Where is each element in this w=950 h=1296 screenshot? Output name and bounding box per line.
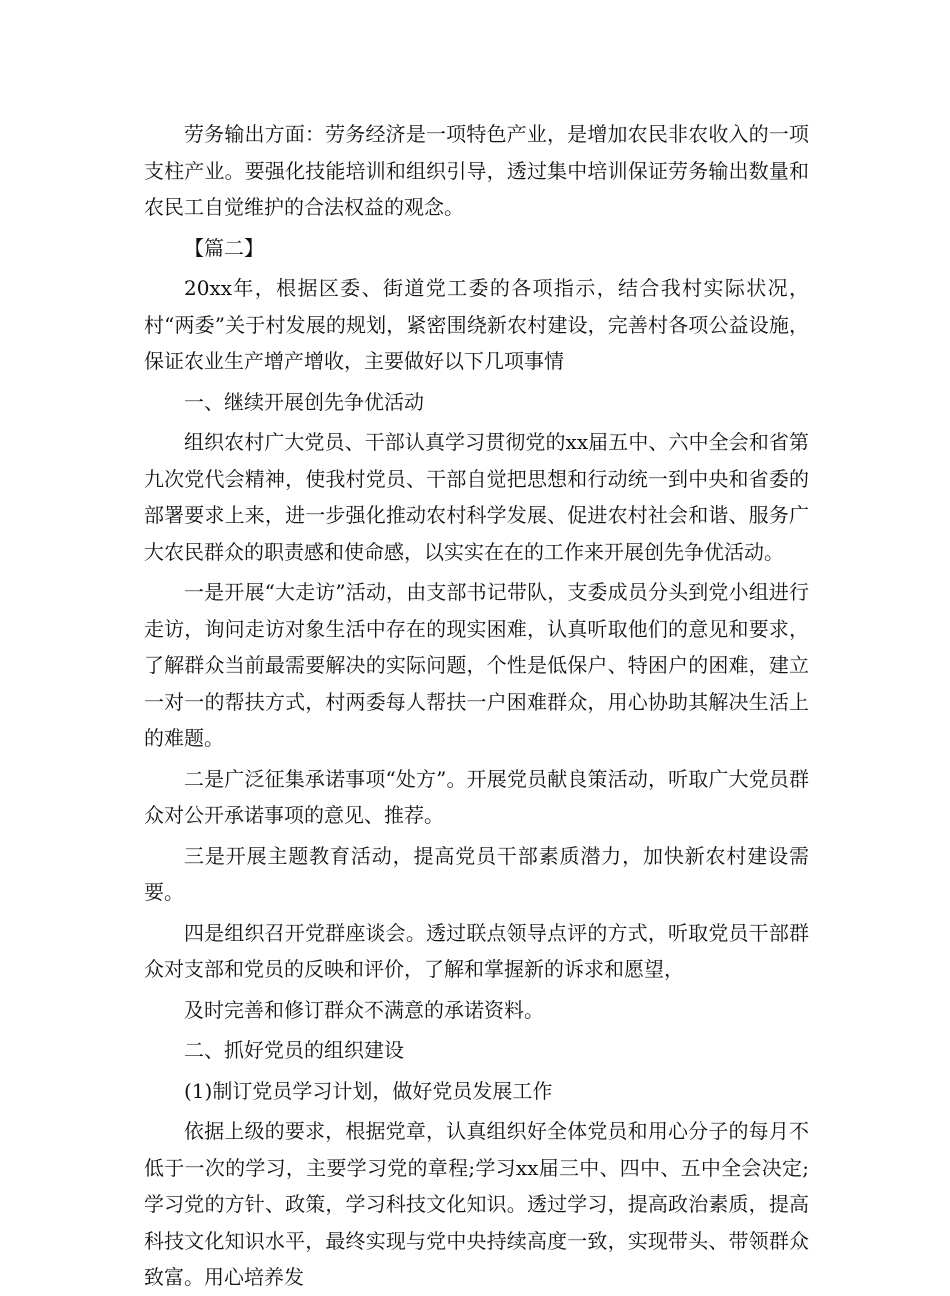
paragraph-labor-export: 劳务输出方面：劳务经济是一项特色产业，是增加农民非农收入的一项支柱产业。要强化技能培训和组织引导，透过集中培训保证劳务输出数量和农民工自觉维护的合法权益的观念。 bbox=[144, 122, 809, 219]
paragraph-revise: 及时完善和修订群众不满意的承诺资料。 bbox=[184, 997, 544, 1022]
paragraph-visit: 一是开展“大走访”活动，由支部书记带队，支委成员分头到党小组进行走访，询问走访对象生活中存在的现实困难，认真听取他们的意见和要求，了解群众当前最需要解决的实际问题，个性是低保户、特困户的困难，建立一对一的帮扶方式，村两委每人帮扶一户困难群众，用心协助其解决生活上的难题。 bbox=[144, 580, 809, 750]
subheading-study-plan: (1)制订党员学习计划，做好党员发展工作 bbox=[184, 1078, 553, 1103]
section-heading-part-two: 【篇二】 bbox=[184, 235, 264, 260]
paragraph-intro: 20xx年，根据区委、街道党工委的各项指示，结合我村实际状况，村“两委”关于村发展的规划，紧密围绕新农村建设，完善村各项公益设施，保证农业生产增产增收，主要做好以下几项事情 bbox=[144, 276, 809, 373]
paragraph-prescription: 二是广泛征集承诺事项“处方”。开展党员献良策活动，听取广大党员群众对公开承诺事项的意见、推荐。 bbox=[144, 766, 809, 827]
paragraph-forum: 四是组织召开党群座谈会。透过联点领导点评的方式，听取党员干部群众对支部和党员的反映和评价，了解和掌握新的诉求和愿望， bbox=[144, 920, 809, 981]
paragraph-study: 组织农村广大党员、干部认真学习贯彻党的xx届五中、六中全会和省第九次党代会精神，使我村党员、干部自觉把思想和行动统一到中央和省委的部署要求上来，进一步强化推动农村科学发展、促进农村社会和谐、服务广大农民群众的职责感和使命感，以实实在在的工作来开展创先争优活动。 bbox=[144, 430, 809, 564]
paragraph-study-plan: 依据上级的要求，根据党章，认真组织好全体党员和用心分子的每月不低于一次的学习，主要学习党的章程;学习xx届三中、四中、五中全会决定;学习党的方针、政策，学习科技文化知识。透过学习，提高政治素质，提高科技文化知识水平，最终实现与党中央持续高度一致，实现带头、带领群众致富。用心培养发 bbox=[144, 1119, 809, 1289]
document-body bbox=[144, 116, 809, 1296]
heading-one: 一、继续开展创先争优活动 bbox=[184, 389, 424, 414]
heading-two: 二、抓好党员的组织建设 bbox=[184, 1038, 404, 1062]
paragraph-education: 三是开展主题教育活动，提高党员干部素质潜力，加快新农村建设需要。 bbox=[144, 843, 809, 904]
